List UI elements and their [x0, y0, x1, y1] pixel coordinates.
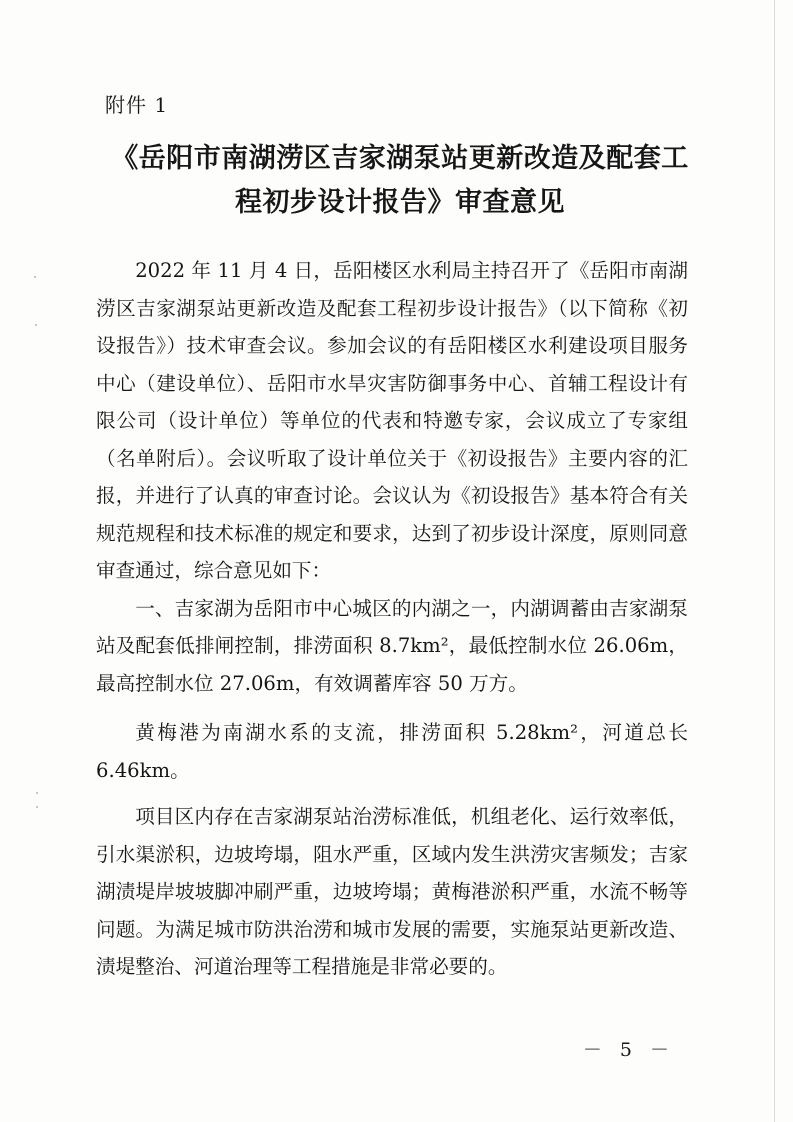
scan-speck	[36, 792, 38, 794]
paragraph-problems: 项目区内存在吉家湖泵站治涝标准低，机组老化、运行效率低，引水渠淤积，边坡垮塌，阻水严重，区域内发生洪涝灾害频发；吉家湖渍堤岸坡坡脚冲刷严重，边坡垮塌；黄梅港淤积严重，水流不畅等问题。为满足城市防洪治涝和城市发展的需要，实施泵站更新改造、渍堤整治、河道治理等工程措施是非常必要的。	[96, 805, 688, 978]
scan-edge-line	[774, 0, 775, 1122]
paragraph-huangmeigang: 黄梅港为南湖水系的支流，排涝面积 5.28km²，河道总长 6.46km。	[96, 721, 688, 782]
scan-speck	[35, 324, 37, 326]
scan-speck	[36, 806, 38, 808]
scan-speck	[34, 276, 36, 278]
attachment-label: 附件 1	[105, 93, 169, 117]
paragraph-opinion-1: 一、吉家湖为岳阳市中心城区的内湖之一，内湖调蓄由吉家湖泵站及配套低排闸控制，排涝面积 8.7km²，最低控制水位 26.06m，最高控制水位 27.06m，有效调蓄库容 50 万方。	[96, 596, 688, 695]
paragraph-intro: 2022 年 11 月 4 日，岳阳楼区水利局主持召开了《岳阳市南湖涝区吉家湖泵站更新改造及配套工程初步设计报告》（以下简称《初设报告》）技术审查会议。参加会议的有岳阳楼区水利建设项目服务中心（建设单位）、岳阳市水旱灾害防御事务中心、首辅工程设计有限公司（设计单位）等单位的代表和特邀专家，会议成立了专家组（名单附后）。会议听取了设计单位关于《初设报告》主要内容的汇报，并进行了认真的审查讨论。会议认为《初设报告》基本符合有关规范规程和技术标准的规定和要求，达到了初步设计深度，原则同意审查通过，综合意见如下：	[96, 259, 688, 582]
document-body	[96, 252, 688, 986]
document-title: 《岳阳市南湖涝区吉家湖泵站更新改造及配套工程初步设计报告》审查意见	[111, 143, 689, 218]
page-number: － 5 －	[582, 1039, 675, 1061]
